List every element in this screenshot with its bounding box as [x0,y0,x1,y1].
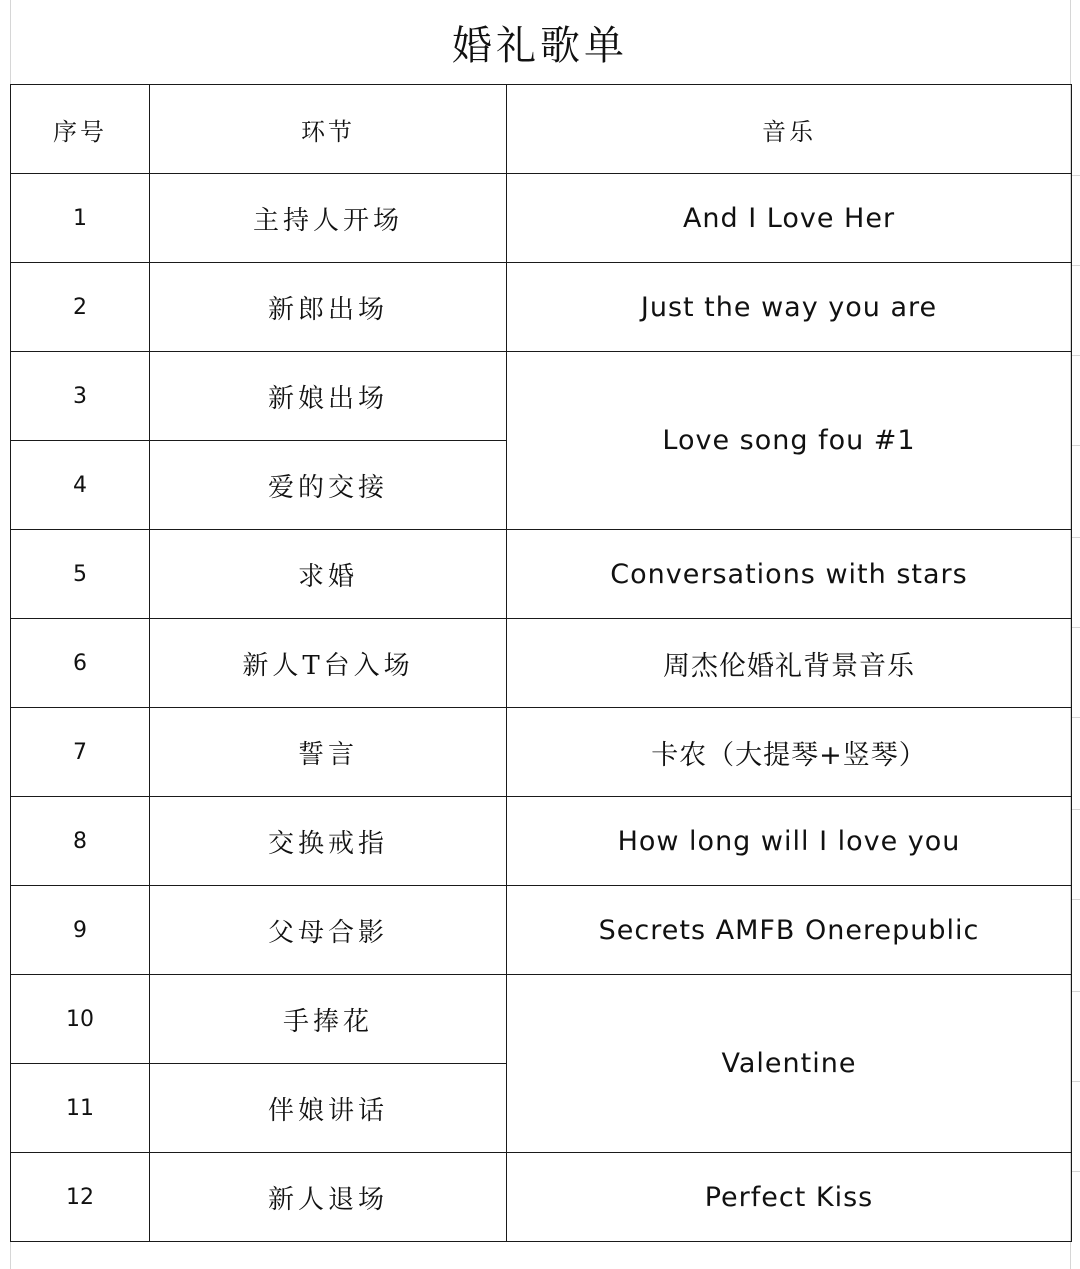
header-music[interactable]: 音乐 [507,85,1072,174]
table-row [11,352,1072,441]
table-row [11,797,1072,886]
cell-music[interactable]: Just the way you are [507,263,1072,352]
cell-index[interactable]: 2 [11,263,150,352]
cell-segment[interactable]: 新娘出场 [150,352,507,441]
playlist-table [10,84,1072,1242]
cell-music[interactable]: Secrets AMFB Onerepublic [507,886,1072,975]
table-row [11,708,1072,797]
cell-music-merged[interactable]: Valentine [507,975,1072,1153]
table-row [11,1153,1072,1242]
table-row [11,975,1072,1064]
cell-music[interactable]: Conversations with stars [507,530,1072,619]
cell-segment[interactable]: 新人T台入场 [150,619,507,708]
cell-segment[interactable]: 新郎出场 [150,263,507,352]
cell-index[interactable]: 5 [11,530,150,619]
cell-index[interactable]: 10 [11,975,150,1064]
cell-segment[interactable]: 交换戒指 [150,797,507,886]
cell-index[interactable]: 8 [11,797,150,886]
header-segment[interactable]: 环节 [150,85,507,174]
table-row [11,530,1072,619]
cell-music-merged[interactable]: Love song fou #1 [507,352,1072,530]
cell-index[interactable]: 9 [11,886,150,975]
cell-index[interactable]: 7 [11,708,150,797]
table-header-row [11,85,1072,174]
cell-index[interactable]: 12 [11,1153,150,1242]
cell-segment[interactable]: 誓言 [150,708,507,797]
cell-segment[interactable]: 伴娘讲话 [150,1064,507,1153]
cell-music[interactable]: Perfect Kiss [507,1153,1072,1242]
cell-music[interactable]: 周杰伦婚礼背景音乐 [507,619,1072,708]
cell-segment[interactable]: 手捧花 [150,975,507,1064]
cell-index[interactable]: 6 [11,619,150,708]
cell-index[interactable]: 1 [11,174,150,263]
cell-segment[interactable]: 爱的交接 [150,441,507,530]
cell-index[interactable]: 4 [11,441,150,530]
cell-music[interactable]: How long will I love you [507,797,1072,886]
page-title: 婚礼歌单 [452,22,628,69]
cell-segment[interactable]: 新人退场 [150,1153,507,1242]
cell-segment[interactable]: 父母合影 [150,886,507,975]
cell-music[interactable]: And I Love Her [507,174,1072,263]
cell-segment[interactable]: 求婚 [150,530,507,619]
table-row [11,886,1072,975]
cell-music[interactable]: 卡农（大提琴+竖琴） [507,708,1072,797]
cell-index[interactable]: 11 [11,1064,150,1153]
table-row [11,174,1072,263]
table-row [11,619,1072,708]
table-row [11,263,1072,352]
cell-index[interactable]: 3 [11,352,150,441]
header-index[interactable]: 序号 [11,85,150,174]
cell-segment[interactable]: 主持人开场 [150,174,507,263]
